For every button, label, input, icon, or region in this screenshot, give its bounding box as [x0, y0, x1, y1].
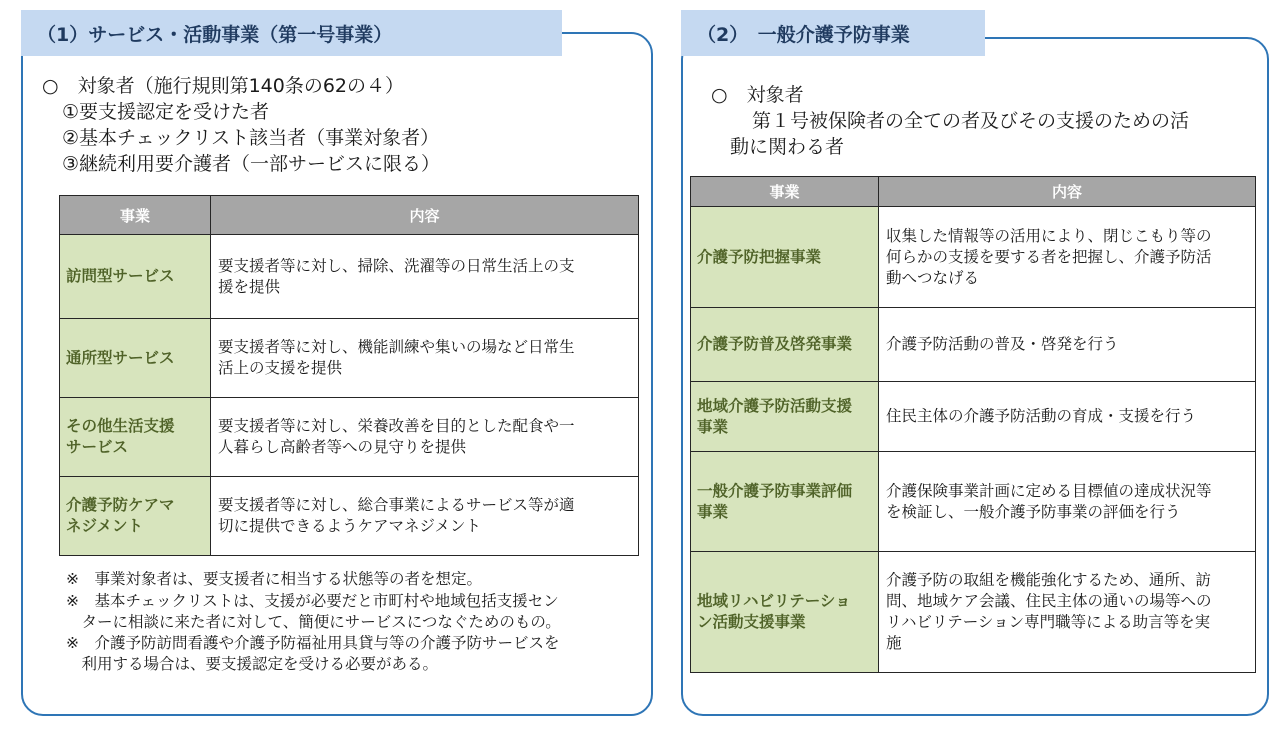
row-category: 介護予防把握事業	[691, 207, 879, 308]
row-description: 住民主体の介護予防活動の育成・支援を行う	[879, 382, 1256, 452]
right-target-desc-2: 動に関わる者	[730, 136, 845, 158]
row-description: 介護保険事業計画に定める目標値の達成状況等 を検証し、一般介護予防事業の評価を行う	[879, 452, 1256, 552]
table-row	[691, 552, 1256, 673]
right-target-heading: ○ 対象者	[711, 84, 804, 106]
row-category: 訪問型サービス	[60, 235, 211, 319]
row-category: 通所型サービス	[60, 319, 211, 398]
left-target-item-3: ③継続利用要介護者（一部サービスに限る）	[62, 153, 441, 175]
row-category: 地域介護予防活動支援 事業	[691, 382, 879, 452]
row-category: 介護予防普及啓発事業	[691, 308, 879, 382]
right-target-desc-1: 第１号被保険者の全ての者及びその支援のための活	[752, 110, 1190, 132]
header-business: 事業	[691, 177, 879, 207]
left-note-3: ターに相談に来た者に対して、簡便にサービスにつなぐためのもの。	[66, 613, 561, 631]
table-row	[691, 308, 1256, 382]
table-header-row	[691, 177, 1256, 207]
row-description: 介護予防活動の普及・啓発を行う	[879, 308, 1256, 382]
table-row	[60, 235, 639, 319]
row-description: 要支援者等に対し、総合事業によるサービス等が適 切に提供できるようケアマネジメント	[211, 477, 639, 556]
header-business: 事業	[60, 196, 211, 235]
left-panel-title: （1）サービス・活動事業（第一号事業）	[21, 10, 562, 56]
table-row	[691, 207, 1256, 308]
left-note-2: ※ 基本チェックリストは、支援が必要だと市町村や地域包括支援セン	[66, 592, 559, 610]
row-category: 一般介護予防事業評価 事業	[691, 452, 879, 552]
table-row	[691, 452, 1256, 552]
row-description: 要支援者等に対し、機能訓練や集いの場など日常生 活上の支援を提供	[211, 319, 639, 398]
left-service-table	[59, 195, 639, 556]
header-content: 内容	[879, 177, 1256, 207]
row-description: 要支援者等に対し、栄養改善を目的とした配食や一 人暮らし高齢者等への見守りを提供	[211, 398, 639, 477]
left-target-item-2: ②基本チェックリスト該当者（事業対象者）	[62, 127, 440, 149]
left-target-item-1: ①要支援認定を受けた者	[62, 101, 270, 123]
right-panel-title: （2） 一般介護予防事業	[681, 10, 985, 56]
row-category: その他生活支援 サービス	[60, 398, 211, 477]
right-prevention-table	[690, 176, 1256, 673]
table-row	[60, 477, 639, 556]
table-row	[60, 319, 639, 398]
row-description: 要支援者等に対し、掃除、洗濯等の日常生活上の支 援を提供	[211, 235, 639, 319]
row-category: 地域リハビリテーショ ン活動支援事業	[691, 552, 879, 673]
header-content: 内容	[211, 196, 639, 235]
table-header-row	[60, 196, 639, 235]
left-note-5: 利用する場合は、要支援認定を受ける必要がある。	[66, 655, 439, 673]
table-row	[691, 382, 1256, 452]
left-note-4: ※ 介護予防訪問看護や介護予防福祉用具貸与等の介護予防サービスを	[66, 634, 560, 652]
row-description: 介護予防の取組を機能強化するため、通所、訪 問、地域ケア会議、住民主体の通いの場等への リハビリテーション専門職等による助言等を実 施	[879, 552, 1256, 673]
row-category: 介護予防ケアマ ネジメント	[60, 477, 211, 556]
left-target-heading: ○ 対象者（施行規則第140条の62の４）	[42, 75, 405, 97]
table-row	[60, 398, 639, 477]
row-description: 収集した情報等の活用により、閉じこもり等の 何らかの支援を要する者を把握し、介護予防活 動へつなげる	[879, 207, 1256, 308]
left-note-1: ※ 事業対象者は、要支援者に相当する状態等の者を想定。	[66, 570, 482, 588]
